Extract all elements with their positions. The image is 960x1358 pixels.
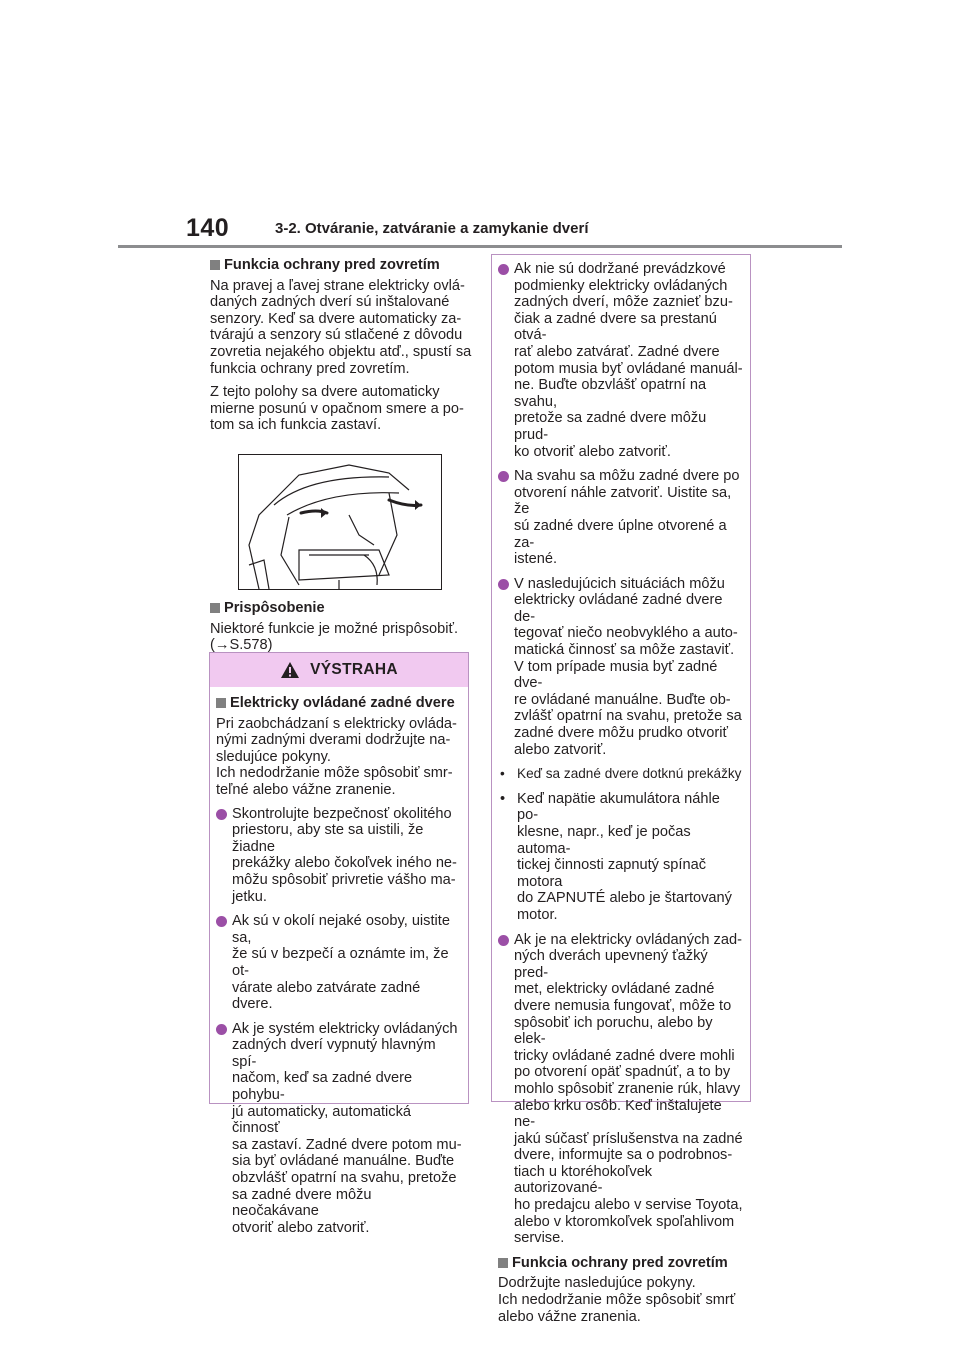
bullet-dot-icon bbox=[498, 264, 509, 275]
bullet-dot-icon bbox=[216, 809, 227, 820]
warning-header bbox=[210, 653, 468, 687]
warning-bullet bbox=[498, 576, 744, 759]
sub-bullet-text: Keď napätie akumulátora náhle po- klesne, napr., keď je počas automa- tickej činnosti zapnutý spínač motora do ZAPNUTÉ alebo je štartovaný motor. bbox=[517, 790, 732, 923]
power-door-heading bbox=[216, 695, 462, 712]
heading-text: Funkcia ochrany pred zovretím bbox=[512, 1254, 728, 1271]
pinch-protection-heading bbox=[210, 257, 472, 274]
bullet-dot-icon bbox=[216, 1024, 227, 1035]
warning-bullet bbox=[498, 261, 744, 460]
left-column bbox=[210, 257, 472, 661]
pinch-protection-warning-heading bbox=[498, 1255, 744, 1272]
section-title: 3-2. Otváranie, zatváranie a zamykanie dverí bbox=[275, 220, 589, 237]
customization-heading bbox=[210, 600, 472, 617]
heading-text: Elektricky ovládané zadné dvere bbox=[230, 695, 455, 711]
bullet-dot-icon bbox=[498, 935, 509, 946]
square-bullet-icon bbox=[210, 603, 220, 613]
sub-bullet bbox=[498, 791, 744, 924]
warning-box-left bbox=[209, 652, 469, 1236]
sub-bullet-text: Keď sa zadné dvere dotknú prekážky bbox=[517, 766, 742, 782]
warning-bullet bbox=[216, 913, 462, 1013]
warning-bullet bbox=[216, 1021, 462, 1237]
square-bullet-icon bbox=[216, 698, 226, 708]
heading-text: Prispôsobenie bbox=[224, 599, 325, 616]
bullet-dot-icon bbox=[216, 916, 227, 927]
tailgate-illustration bbox=[238, 454, 442, 590]
bullet-text: Skontrolujte bezpečnosť okolitého priestoru, aby ste sa uistili, že žiadne prekážky alebo čokoľvek iného ne- môžu spôsobiť privretie vášho ma- jetku. bbox=[232, 805, 457, 905]
square-bullet-icon bbox=[498, 1258, 508, 1268]
bullet-text: Ak sú v okolí nejaké osoby, uistite sa, že sú v bezpečí a oznámte im, že ot- várate alebo zatvárate zadné dvere. bbox=[232, 913, 450, 1013]
warning-bullet bbox=[498, 932, 744, 1247]
warning-box-right bbox=[491, 254, 751, 1325]
bullet-text: V nasledujúcich situáciách môžu elektricky ovládané zadné dvere de- tegovať niečo neobvyklého a auto- matická činnosť sa môže zastaviť. V tom prípade musia byť zadné dve- re ovládané manuálne. Buďte ob- zvlášť opatrní na svahu, pretože sa zadné dvere môžu prudko otvoriť alebo zatvoriť. bbox=[514, 575, 742, 758]
warning-title: VÝSTRAHA bbox=[310, 661, 398, 678]
bullet-text: Ak nie sú dodržané prevádzkové podmienky elektricky ovládaných zadných dverí, môže zaznieť bzu- čiak a zadné dvere sa prestanú otvá- rať alebo zatvárať. Zadné dvere potom musia byť ovládané manuál- ne. Buďte obzvlášť opatrní na svahu, pretože sa zadné dvere môžu prud- ko otvoriť alebo zatvoriť. bbox=[514, 261, 743, 460]
warning-bullet bbox=[216, 806, 462, 906]
sub-bullet-marker: • bbox=[500, 790, 506, 807]
warning-bullet bbox=[498, 468, 744, 568]
sub-bullet bbox=[498, 766, 744, 783]
pinch-paragraph-2: Z tejto polohy sa dvere automaticky mierne posunú v opačnom smere a po- tom sa ich funkcia zastaví. bbox=[210, 384, 464, 434]
bullet-dot-icon bbox=[498, 471, 509, 482]
warning-intro: Pri zaobchádzaní s elektricky ovláda- nými zadnými dverami dodržujte na- sledujúce pokyny. Ich nedodržanie môže spôsobiť smr- teľné alebo vážne zranenie. bbox=[216, 715, 457, 798]
header-rule bbox=[118, 245, 842, 248]
tailgate-drawing bbox=[239, 455, 441, 589]
square-bullet-icon bbox=[210, 260, 220, 270]
bullet-text: Ak je systém elektricky ovládaných zadných dverí vypnutý hlavným spí- načom, keď sa zadné dvere pohybu- jú automaticky, automatická činnosť sa zastaví. Zadné dvere potom mu- sia byť ovládané manuálne. Buďte obzvlášť opatrní na svahu, pretože sa zadné dvere môžu neočakávane otvoriť alebo zatvoriť. bbox=[232, 1020, 462, 1236]
customization-text: Niektoré funkcie je možné prispôsobiť. (→S.578) bbox=[210, 620, 459, 654]
sub-bullet-marker: • bbox=[500, 766, 505, 782]
page-number: 140 bbox=[186, 214, 230, 242]
bullet-text: Na svahu sa môžu zadné dvere po otvorení náhle zatvoriť. Uistite sa, že sú zadné dvere úplne otvorené a za- istené. bbox=[514, 468, 740, 568]
warning-triangle-icon bbox=[280, 661, 300, 679]
bullet-text: Ak je na elektricky ovládaných zad- ných dverách upevnený ťažký pred- met, elektricky ovládané zadné dvere nemusia fungovať, môže to spôsobiť ich poruchu, alebo by elek- tricky ovládané zadné dvere mohli po otvorení opäť spadnúť, a to by mohlo spôsobiť zranenie rúk, hlavy alebo krku osôb. Keď inštalujete ne- jakú súčasť príslušenstva na zadné dvere, informujte sa o podrobnos- tiach u ktoréhokoľvek autorizované- ho predajcu alebo v servise Toyota, alebo v ktoromkoľvek spoľahlivom servise. bbox=[514, 931, 743, 1247]
heading-text: Funkcia ochrany pred zovretím bbox=[224, 257, 440, 273]
pinch-paragraph-1: Na pravej a ľavej strane elektricky ovlá- daných zadných dverí sú inštalované senzory. Keď sa dvere automaticky za- tvárajú a senzory sú stlačené z dôvodu zovretia nejakého objektu atď., spustí sa funkcia ochrany pred zovretím. bbox=[210, 277, 472, 377]
pinch-warning-text: Dodržujte nasledujúce pokyny. Ich nedodržanie môže spôsobiť smrť alebo vážne zranenia. bbox=[498, 1275, 736, 1325]
bullet-dot-icon bbox=[498, 579, 509, 590]
